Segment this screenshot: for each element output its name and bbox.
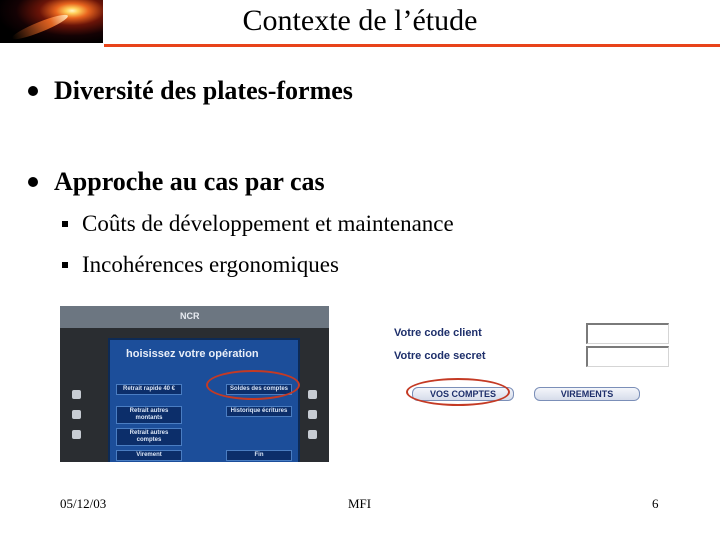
atm-side-key (308, 410, 317, 419)
title-divider (104, 44, 720, 47)
secret-code-label: Votre code secret (394, 350, 486, 362)
bullet-text: Approche au cas par cas (54, 167, 325, 196)
footer-date: 05/12/03 (60, 496, 107, 511)
sub-bullet-item (62, 211, 454, 237)
atm-screen (108, 338, 300, 462)
secret-code-field[interactable] (586, 346, 669, 367)
atm-side-key (72, 430, 81, 439)
atm-top-panel (60, 306, 329, 328)
transfers-button[interactable]: VIREMENTS (534, 387, 640, 401)
web-highlight-circle (406, 378, 510, 406)
atm-highlight-circle (206, 370, 300, 400)
atm-side-key (308, 390, 317, 399)
client-code-field[interactable] (586, 323, 669, 344)
atm-option: Virement (116, 450, 182, 461)
bullet-dot-icon (28, 177, 38, 187)
square-bullet-icon (62, 262, 68, 268)
atm-screen-title: hoisissez votre opération (126, 348, 259, 360)
atm-option: Historique écritures (226, 406, 292, 417)
sub-bullet-item (62, 252, 339, 278)
atm-option: Retrait rapide 40 € (116, 384, 182, 395)
atm-side-key (72, 410, 81, 419)
atm-option: Fin (226, 450, 292, 461)
client-code-label: Votre code client (394, 327, 482, 339)
atm-option: Retrait autres comptes (116, 428, 182, 446)
bullet-text: Diversité des plates-formes (54, 76, 353, 105)
atm-option: Retrait autres montants (116, 406, 182, 424)
bullet-dot-icon (28, 86, 38, 96)
sub-bullet-text: Incohérences ergonomiques (82, 252, 339, 277)
atm-brand-logo: NCR (180, 311, 200, 321)
square-bullet-icon (62, 221, 68, 227)
atm-side-key (72, 390, 81, 399)
slide-title: Contexte de l’étude (242, 4, 478, 37)
bullet-item (28, 76, 353, 106)
sub-bullet-text: Coûts de développement et maintenance (82, 211, 454, 236)
atm-side-key (308, 430, 317, 439)
footer-label: MFI (348, 496, 372, 511)
page-number: 6 (652, 496, 659, 511)
bullet-item (28, 167, 325, 197)
atm-option: Soldes des comptes (226, 384, 292, 395)
accounts-button[interactable]: VOS COMPTES (412, 387, 514, 401)
